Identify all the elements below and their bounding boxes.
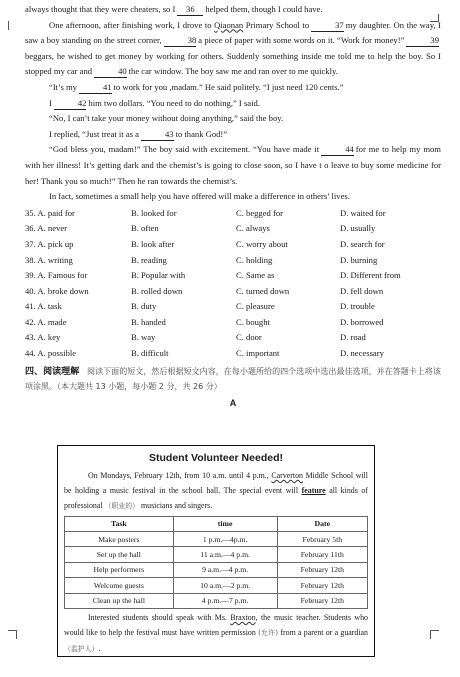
option-c: C. Same as: [236, 270, 275, 281]
notice-outro: Interested students should speak with Ms. Braxton, the music teacher. Students who would like to help the festival must have written permission (允许) from a parent or a guardian （监护人）.: [64, 612, 368, 654]
option-a: 40. A. broke down: [25, 285, 89, 296]
table-row: [65, 547, 368, 562]
crop-mark: [430, 630, 431, 639]
volunteer-schedule-table: [64, 516, 368, 609]
blank-43: 43: [141, 129, 174, 141]
document-page: [25, 2, 441, 410]
blank-39: 39: [406, 35, 439, 47]
option-c: C. turned down: [236, 285, 290, 296]
crop-mark: [16, 630, 17, 639]
option-b: B. Popular with: [131, 270, 186, 281]
option-a: 42. A. made: [25, 316, 67, 327]
option-a: 43. A. key: [25, 332, 61, 343]
option-row: [25, 330, 441, 346]
option-a: 35. A. paid for: [25, 207, 75, 218]
crop-mark: [8, 21, 9, 30]
option-d: D. usually: [340, 223, 376, 234]
option-a: 41. A. task: [25, 301, 62, 312]
option-row: [25, 253, 441, 269]
option-d: D. Different from: [340, 270, 401, 281]
volunteer-notice: [57, 445, 375, 657]
task-cell: Set up the hall: [65, 547, 174, 562]
option-b: B. reading: [131, 254, 167, 265]
teacher-name: Braxton: [230, 612, 256, 622]
school-name: Carverton: [271, 471, 303, 480]
option-c: C. door: [236, 332, 262, 343]
option-row: [25, 284, 441, 300]
notice-title: Student Volunteer Needed!: [149, 452, 283, 464]
option-b: B. duty: [131, 301, 157, 312]
option-c: C. begged for: [236, 207, 284, 218]
passage-paragraph-5: “No, I can’t take your money without doing anything,” said the boy.: [49, 113, 284, 124]
option-c: C. always: [236, 223, 270, 234]
table-row: [65, 578, 368, 593]
option-d: D. burning: [340, 254, 378, 265]
option-b: B. handed: [131, 316, 166, 327]
option-b: B. look after: [131, 238, 175, 249]
passage-paragraph-6: I replied, “Just treat it as a 43 to thank God!”: [49, 128, 228, 139]
option-row: [25, 315, 441, 331]
option-c: C. bought: [236, 316, 270, 327]
time-cell: 11 a.m.—4 p.m.: [173, 547, 277, 562]
table-row: [65, 562, 368, 577]
notice-intro: On Mondays, February 12th, from 10 a.m. until 4 p.m., Carverton Middle School will be holding a music festival in the school hall. The special event will feature all kinds of professional （职业的） musicians and singers.: [64, 471, 368, 511]
crop-mark: [430, 630, 439, 631]
option-row: [25, 221, 441, 237]
blank-44: 44: [321, 144, 354, 156]
option-b: B. way: [131, 332, 156, 343]
table-row: [65, 593, 368, 608]
answer-options: [25, 206, 441, 362]
option-d: D. search for: [340, 238, 385, 249]
passage-paragraph-8: In fact, sometimes a small help you have offered will make a difference in others’ lives.: [49, 191, 350, 202]
column-header: Task: [65, 516, 174, 531]
keyword-feature: feature: [301, 486, 326, 496]
option-d: D. borrowed: [340, 316, 384, 327]
option-a: 44. A. possible: [25, 348, 77, 359]
option-c: C. important: [236, 348, 280, 359]
time-cell: 10 a.m.—2 p.m.: [173, 578, 277, 593]
option-d: D. trouble: [340, 301, 375, 312]
date-cell: February 12th: [277, 578, 367, 593]
blank-41: 41: [79, 82, 112, 94]
option-row: [25, 346, 441, 362]
blank-36: 36: [177, 4, 203, 16]
option-d: D. waited for: [340, 207, 386, 218]
option-row: [25, 299, 441, 315]
blank-38: 38: [164, 35, 197, 47]
option-b: B. rolled down: [131, 285, 183, 296]
blank-37: 37: [311, 20, 344, 32]
time-cell: 4 p.m.—7 p.m.: [173, 593, 277, 608]
blank-42: 42: [54, 98, 87, 110]
option-b: B. looked for: [131, 207, 177, 218]
table-header-row: [65, 516, 368, 531]
blank-40: 40: [94, 66, 127, 78]
passage-paragraph-4: I 42 him two dollars. “You need to do nothing,” I said.: [49, 97, 260, 108]
option-d: D. road: [340, 332, 366, 343]
option-a: 36. A. never: [25, 223, 68, 234]
date-cell: February 12th: [277, 593, 367, 608]
passage-paragraph-3: “It’s my 41 to work for you ,madam.” He said politely. “I just need 120 cents.”: [49, 81, 344, 92]
option-row: [25, 268, 441, 284]
date-cell: February 5th: [277, 532, 367, 547]
option-c: C. pleasure: [236, 301, 275, 312]
passage-paragraph-7: “God bless you, madam!” The boy said with excitement. “You have made it 44 for me to help my mom with her illness! It’s getting dark and the chemist’s is going to close soon, so I have t o leave to buy some medicine for her! Thank you so much!” Then he ran towards the chemist’s.: [25, 144, 441, 186]
section-instructions: 四、阅读理解 阅读下面的短文，然后根据短文内容，在每小题所给的四个选项中选出最佳选项，并在答题卡上将该项涂黑。（本大题共 13 小题，每小题 2 分，共 26 分）: [25, 365, 441, 391]
passage-line-1: always thought that they were cheaters, so I 36 helped them, though I could have.: [25, 4, 323, 14]
option-a: 38. A. writing: [25, 254, 73, 265]
option-c: C. holding: [236, 254, 273, 265]
task-cell: Make posters: [65, 532, 174, 547]
section-heading: 四、阅读理解: [25, 365, 80, 376]
column-header: time: [173, 516, 277, 531]
table-row: [65, 532, 368, 547]
column-header: Date: [277, 516, 367, 531]
option-d: D. fell down: [340, 285, 384, 296]
option-a: 37. A. pick up: [25, 238, 74, 249]
option-b: B. often: [131, 223, 159, 234]
task-cell: Welcome guests: [65, 578, 174, 593]
option-a: 39. A. Famous for: [25, 270, 88, 281]
task-cell: Help performers: [65, 562, 174, 577]
task-cell: Clean up the hall: [65, 593, 174, 608]
option-row: [25, 237, 441, 253]
date-cell: February 12th: [277, 562, 367, 577]
option-c: C. worry about: [236, 238, 288, 249]
passage-paragraph-2: One afternoon, after finishing work, I drove to Qiaonan Primary School to 37 my daughter. On the way, I saw a boy standing on the street corner, 38 a piece of paper with some words on it. “Work for money!” 39beggars, he wished to get money by working for others. Suddenly something inside me told me to help the boy. So I stopped my car and 40 the car window. The boy saw me and ran over to me quickly.: [25, 19, 441, 77]
option-d: D. necessary: [340, 348, 384, 359]
option-row: [25, 206, 441, 222]
time-cell: 9 a.m.—4 p.m.: [173, 562, 277, 577]
school-name: Qiaonan: [214, 19, 244, 30]
date-cell: February 11th: [277, 547, 367, 562]
passage-letter: A: [229, 397, 237, 408]
option-b: B. difficult: [131, 348, 169, 359]
time-cell: 1 p.m.—4p.m.: [173, 532, 277, 547]
